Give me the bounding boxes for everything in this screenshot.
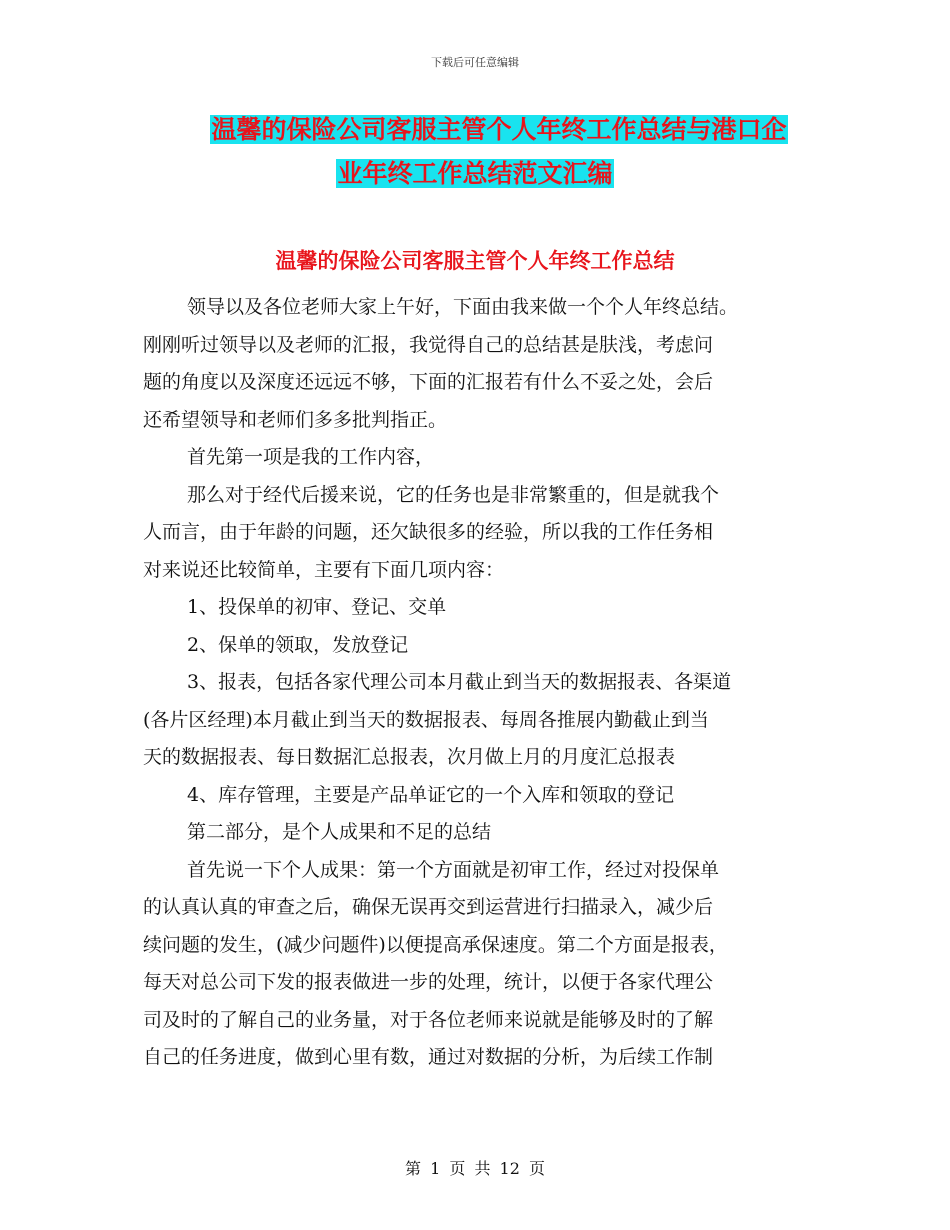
list-item: 2、保单的领取，发放登记 — [187, 633, 409, 656]
body-line: 首先说一下个人成果：第一个方面就是初审工作，经过对投保单 — [187, 858, 720, 881]
body-line: 题的角度以及深度还远远不够，下面的汇报若有什么不妥之处，会后 — [143, 371, 714, 393]
body-line: 司及时的了解自己的业务量，对于各位老师来说就是能够及时的了解 — [143, 1008, 714, 1031]
body-line: 那么对于经代后援来说，它的任务也是非常繁重的，但是就我个 — [187, 483, 720, 506]
document-title-text-2: 业年终工作总结范文汇编 — [337, 159, 613, 188]
list-item: 4、库存管理，主要是产品单证它的一个入库和领取的登记 — [187, 783, 675, 806]
document-title-line-1 — [0, 110, 950, 150]
section-title: 温馨的保险公司客服主管个人年终工作总结 — [275, 249, 675, 273]
body-line: 刚刚听过领导以及老师的汇报，我觉得自己的总结甚是肤浅，考虑问 — [143, 333, 714, 356]
body-line: 天的数据报表、每日数据汇总报表，次月做上月的月度汇总报表 — [143, 746, 676, 768]
body-line: 续问题的发生，(减少问题件)以便提高承保速度。第二个方面是报表， — [143, 933, 728, 956]
body-line: 的认真认真的审查之后，确保无误再交到运营进行扫描录入，减少后 — [143, 896, 714, 918]
body-line: (各片区经理)本月截止到当天的数据报表、每周各推展内勤截止到当 — [143, 708, 709, 731]
body-line: 对来说还比较简单，主要有下面几项内容： — [143, 558, 505, 581]
body-line: 每天对总公司下发的报表做进一步的处理，统计，以便于各家代理公 — [143, 971, 714, 993]
list-item: 3、报表，包括各家代理公司本月截止到当天的数据报表、各渠道 — [187, 671, 732, 693]
body-line: 人而言，由于年龄的问题，还欠缺很多的经验，所以我的工作任务相 — [143, 521, 714, 543]
body-line: 领导以及各位老师大家上午好，下面由我来做一个个人年终总结。 — [187, 296, 739, 318]
page-number: 第 1 页 共 12 页 — [405, 1159, 545, 1178]
list-item: 1、投保单的初审、登记、交单 — [187, 596, 447, 618]
body-line: 自己的任务进度，做到心里有数，通过对数据的分析，为后续工作制 — [143, 1046, 714, 1068]
body-line: 第二部分，是个人成果和不足的总结 — [187, 821, 492, 843]
body-line: 还希望领导和老师们多多批判指正。 — [143, 408, 448, 431]
body-line: 首先第一项是我的工作内容， — [187, 446, 435, 468]
document-title-text-1: 温馨的保险公司客服主管个人年终工作总结与港口企 — [211, 115, 787, 144]
header-note: 下载后可任意编辑 — [431, 56, 519, 69]
document-body — [143, 289, 813, 1077]
document-title-line-2 — [0, 154, 950, 194]
